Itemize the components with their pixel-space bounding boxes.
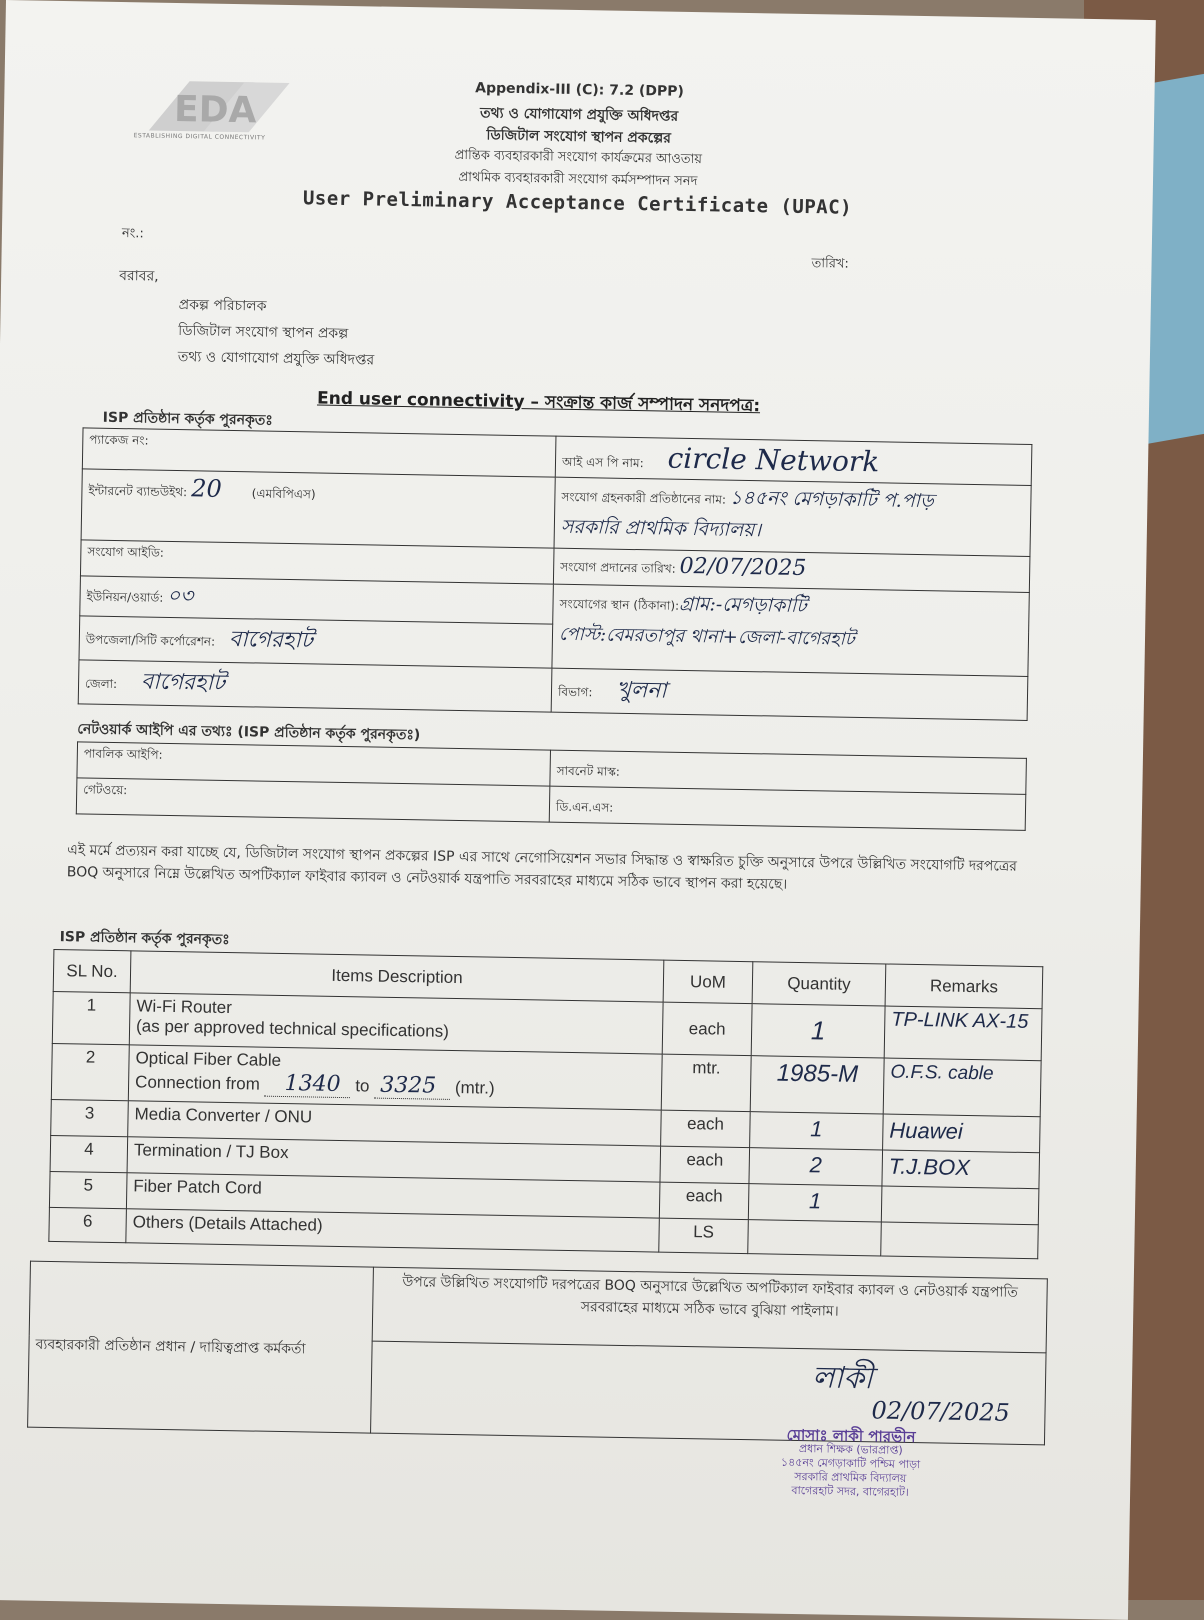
org-name-label: সংযোগ গ্রহনকারী প্রতিষ্ঠানের নাম:: [561, 489, 727, 507]
district-cell: [78, 660, 552, 712]
conn-to-value: 3325: [374, 1073, 450, 1100]
program-name: প্রান্তিক ব্যবহারকারী সংযোগ কার্যক্রমের আওতায়: [454, 147, 703, 168]
address-cell: [552, 584, 1029, 676]
gateway-label: গেটওয়ে:: [83, 782, 128, 798]
signature-date: 02/07/2025: [871, 1396, 1011, 1427]
package-label: প্যাকেজ নং:: [89, 432, 149, 448]
address-value-1: গ্রাম:-মেগড়াকাটি: [678, 592, 807, 618]
stamp-title: প্রধান শিক্ষক (ভারপ্রাপ্ত): [798, 1442, 903, 1457]
svg-text:EDA: EDA: [173, 88, 257, 132]
header-uom: UoM: [663, 960, 753, 1004]
row-remarks: O.F.S. cable: [883, 1058, 1041, 1117]
row-desc: Fiber Patch Cord: [126, 1173, 660, 1218]
org-name-value-1: ১৪৫নং মেগড়াকাটি প.পাড়: [729, 486, 934, 513]
row-uom: each: [659, 1182, 749, 1220]
row-remarks: T.J.BOX: [882, 1150, 1040, 1189]
row-sl: 4: [50, 1135, 128, 1172]
certificate-title-en: User Preliminary Acceptance Certificate (UPAC): [302, 187, 853, 219]
row-uom: each: [661, 1110, 751, 1148]
addressee-line-3: তথ্য ও যোগাযোগ প্রযুক্তি অধিদপ্তর: [177, 349, 375, 369]
official-stamp: [700, 1426, 1001, 1501]
row-uom: mtr.: [661, 1054, 751, 1112]
connection-date-value: 02/07/2025: [679, 553, 807, 582]
row-desc: [128, 1045, 662, 1110]
addressee-line-1: প্রকল্প পরিচালক: [178, 297, 267, 315]
org-name-cell: [554, 477, 1031, 556]
appendix-label: Appendix-III (C): 7.2 (DPP): [475, 80, 684, 100]
row-remarks: Huawei: [883, 1114, 1041, 1153]
conn-to-label: to: [355, 1076, 370, 1096]
division-value: খুলনা: [616, 677, 667, 704]
network-table: [76, 741, 1027, 831]
row-desc: Media Converter / ONU: [128, 1101, 662, 1146]
stamp-school: ১৪৫নং মেগড়াকাটি পশ্চিম পাড়া: [780, 1455, 921, 1472]
connection-date-label: সংযোগ প্রদানের তারিখ:: [560, 559, 676, 576]
row-qty: [748, 1220, 882, 1256]
row-remarks: [881, 1186, 1039, 1225]
dns-label: ডি.এন.এস:: [555, 799, 614, 815]
union-label: ইউনিয়ন/ওয়ার্ড:: [86, 589, 164, 605]
row-remarks: TP-LINK AX-15: [884, 1006, 1042, 1061]
department-name: তথ্য ও যোগাযোগ প্রযুক্তি অধিদপ্তর: [479, 105, 679, 125]
items-section-title: ISP প্রতিষ্ঠান কর্তৃক পুরনকৃতঃ: [59, 929, 230, 949]
district-value: বাগেরহাট: [140, 669, 226, 696]
bandwidth-unit: (এমবিপিএস): [251, 486, 316, 502]
row-sl: 5: [49, 1171, 127, 1208]
header-sl: SL No.: [53, 949, 131, 992]
bandwidth-label: ইন্টারনেট ব্যান্ডউইথ:: [88, 483, 188, 500]
isp-name-value: circle Network: [667, 441, 880, 479]
row-desc-main: Wi-Fi Router: [136, 996, 233, 1018]
acceptance-table: [27, 1261, 1048, 1446]
upazila-value: বাগেরহাট: [228, 626, 314, 654]
row-qty: 1: [748, 1184, 882, 1222]
conn-from-value: 1340: [264, 1071, 350, 1098]
address-value-2: পোস্ট:বেমরতাপুর থানা+জেলা-বাগেরহাট: [558, 623, 855, 650]
row-remarks: [881, 1222, 1039, 1259]
division-label: বিভাগ:: [557, 684, 593, 700]
addressee-to: বরাবর,: [119, 268, 159, 285]
row-sl: 1: [52, 991, 130, 1044]
user-officer-label: ব্যবহারকারী প্রতিষ্ঠান প্রধান / দায়িত্বপ্রাপ্ত কর্মকর্তা: [28, 1261, 374, 1433]
declaration-text: এই মর্মে প্রত্যয়ন করা যাচ্ছে যে, ডিজিটাল সংযোগ স্থাপন প্রকল্পের ISP এর সাথে নেগোসিয়েশন সভার সিদ্ধান্ত ও স্বাক্ষরিত চুক্তি অনুসারে উপরে উল্লিখিত সংযোগটি দরপত্রের BOQ অনুসারে নিম্নে উল্লেখিত অপটিক্যাল ফাইবার ক্যাবল ও নেটওয়ার্ক যন্ত্রপাতি সরবরাহের মাধ্যমে সঠিক ভাবে স্থাপন করা হয়েছে।: [66, 842, 1018, 893]
date-label: তারিখ:: [811, 256, 849, 272]
dns-cell: [549, 786, 1026, 830]
row-sl: 3: [51, 1099, 129, 1136]
stamp-name: মোসাঃ লাকী পারভীন: [786, 1425, 916, 1447]
logo-caption: ESTABLISHING DIGITAL CONNECTIVITY: [133, 132, 266, 142]
row-uom: LS: [659, 1218, 749, 1254]
row-sl: 6: [49, 1207, 127, 1242]
row-desc-main: Optical Fiber Cable: [135, 1048, 282, 1070]
union-value: ০৩: [166, 582, 194, 608]
connection-id-label: সংযোগ আইডি:: [87, 544, 165, 560]
address-label: সংযোগের স্থান (ঠিকানা):: [559, 596, 680, 613]
row-qty: 1: [750, 1112, 884, 1150]
row-uom: each: [660, 1146, 750, 1184]
conn-from-label: Connection from: [134, 1072, 261, 1094]
connection-form-table: [78, 427, 1033, 721]
header-remarks: Remarks: [885, 964, 1043, 1009]
org-name-value-2: সরকারি প্রাথমিক বিদ্যালয়।: [560, 515, 762, 542]
items-table: [48, 949, 1043, 1259]
row-desc: Termination / TJ Box: [127, 1137, 661, 1182]
district-label: জেলা:: [84, 676, 118, 692]
division-cell: [551, 668, 1028, 720]
project-name: ডিজিটাল সংযোগ স্থাপন প্রকল্পের: [486, 127, 672, 147]
row-desc: [129, 993, 663, 1054]
acceptance-text: উপরে উল্লিখিত সংযোগটি দরপত্রের BOQ অনুসারে উল্লেখিত অপটিক্যাল ফাইবার ক্যাবল ও নেটওয়ার্ক যন্ত্রপাতি সরবরাহের মাধ্যমে সঠিক ভাবে বুঝিয়া পাইলাম।: [372, 1267, 1047, 1353]
stamp-location: বাগেরহাট সদর, বাগেরহাট।: [791, 1483, 909, 1499]
network-section-title: নেটওয়ার্ক আইপি এর তথ্যঃ (ISP প্রতিষ্ঠান কর্তৃক পুরনকৃতঃ): [77, 721, 421, 744]
header-desc: Items Description: [130, 951, 664, 1002]
public-ip-label: পাবলিক আইপি:: [83, 746, 163, 762]
signature: লাকী: [811, 1360, 873, 1397]
stamp-school-type: সরকারি প্রাথমিক বিদ্যালয়: [794, 1469, 907, 1485]
row-qty: 1: [751, 1004, 885, 1058]
certificate-title-bn: প্রাথমিক ব্যবহারকারী সংযোগ কর্মসম্পাদন সনদ: [458, 169, 698, 190]
isp-name-label: আই এস পি নাম:: [561, 454, 644, 471]
ref-no-label: নং.:: [121, 226, 144, 242]
subnet-label: সাবনেট মাস্ক:: [556, 763, 621, 779]
row-qty: 2: [749, 1148, 883, 1186]
row-sl: 2: [51, 1043, 129, 1100]
header-qty: Quantity: [752, 962, 886, 1006]
gateway-cell: [76, 778, 550, 822]
addressee-line-2: ডিজিটাল সংযোগ স্থাপন প্রকল্প: [178, 323, 349, 343]
upazila-label: উপজেলা/সিটি কর্পোরেশন:: [85, 632, 216, 649]
conn-unit: (mtr.): [454, 1078, 495, 1098]
row-uom: each: [662, 1002, 752, 1056]
row-desc-sub: (as per approved technical specifications): [135, 1016, 450, 1041]
bandwidth-cell: [81, 469, 555, 548]
bandwidth-value: 20: [190, 474, 223, 503]
section-title: End user connectivity – সংক্রান্ত কার্জ সম্পাদন সনদপত্র:: [316, 388, 761, 417]
isp-filled-label: ISP প্রতিষ্ঠান কর্তৃক পুরনকৃতঃ: [102, 409, 273, 429]
row-qty: 1985-M: [750, 1056, 884, 1114]
row-desc: Others (Details Attached): [126, 1209, 660, 1252]
